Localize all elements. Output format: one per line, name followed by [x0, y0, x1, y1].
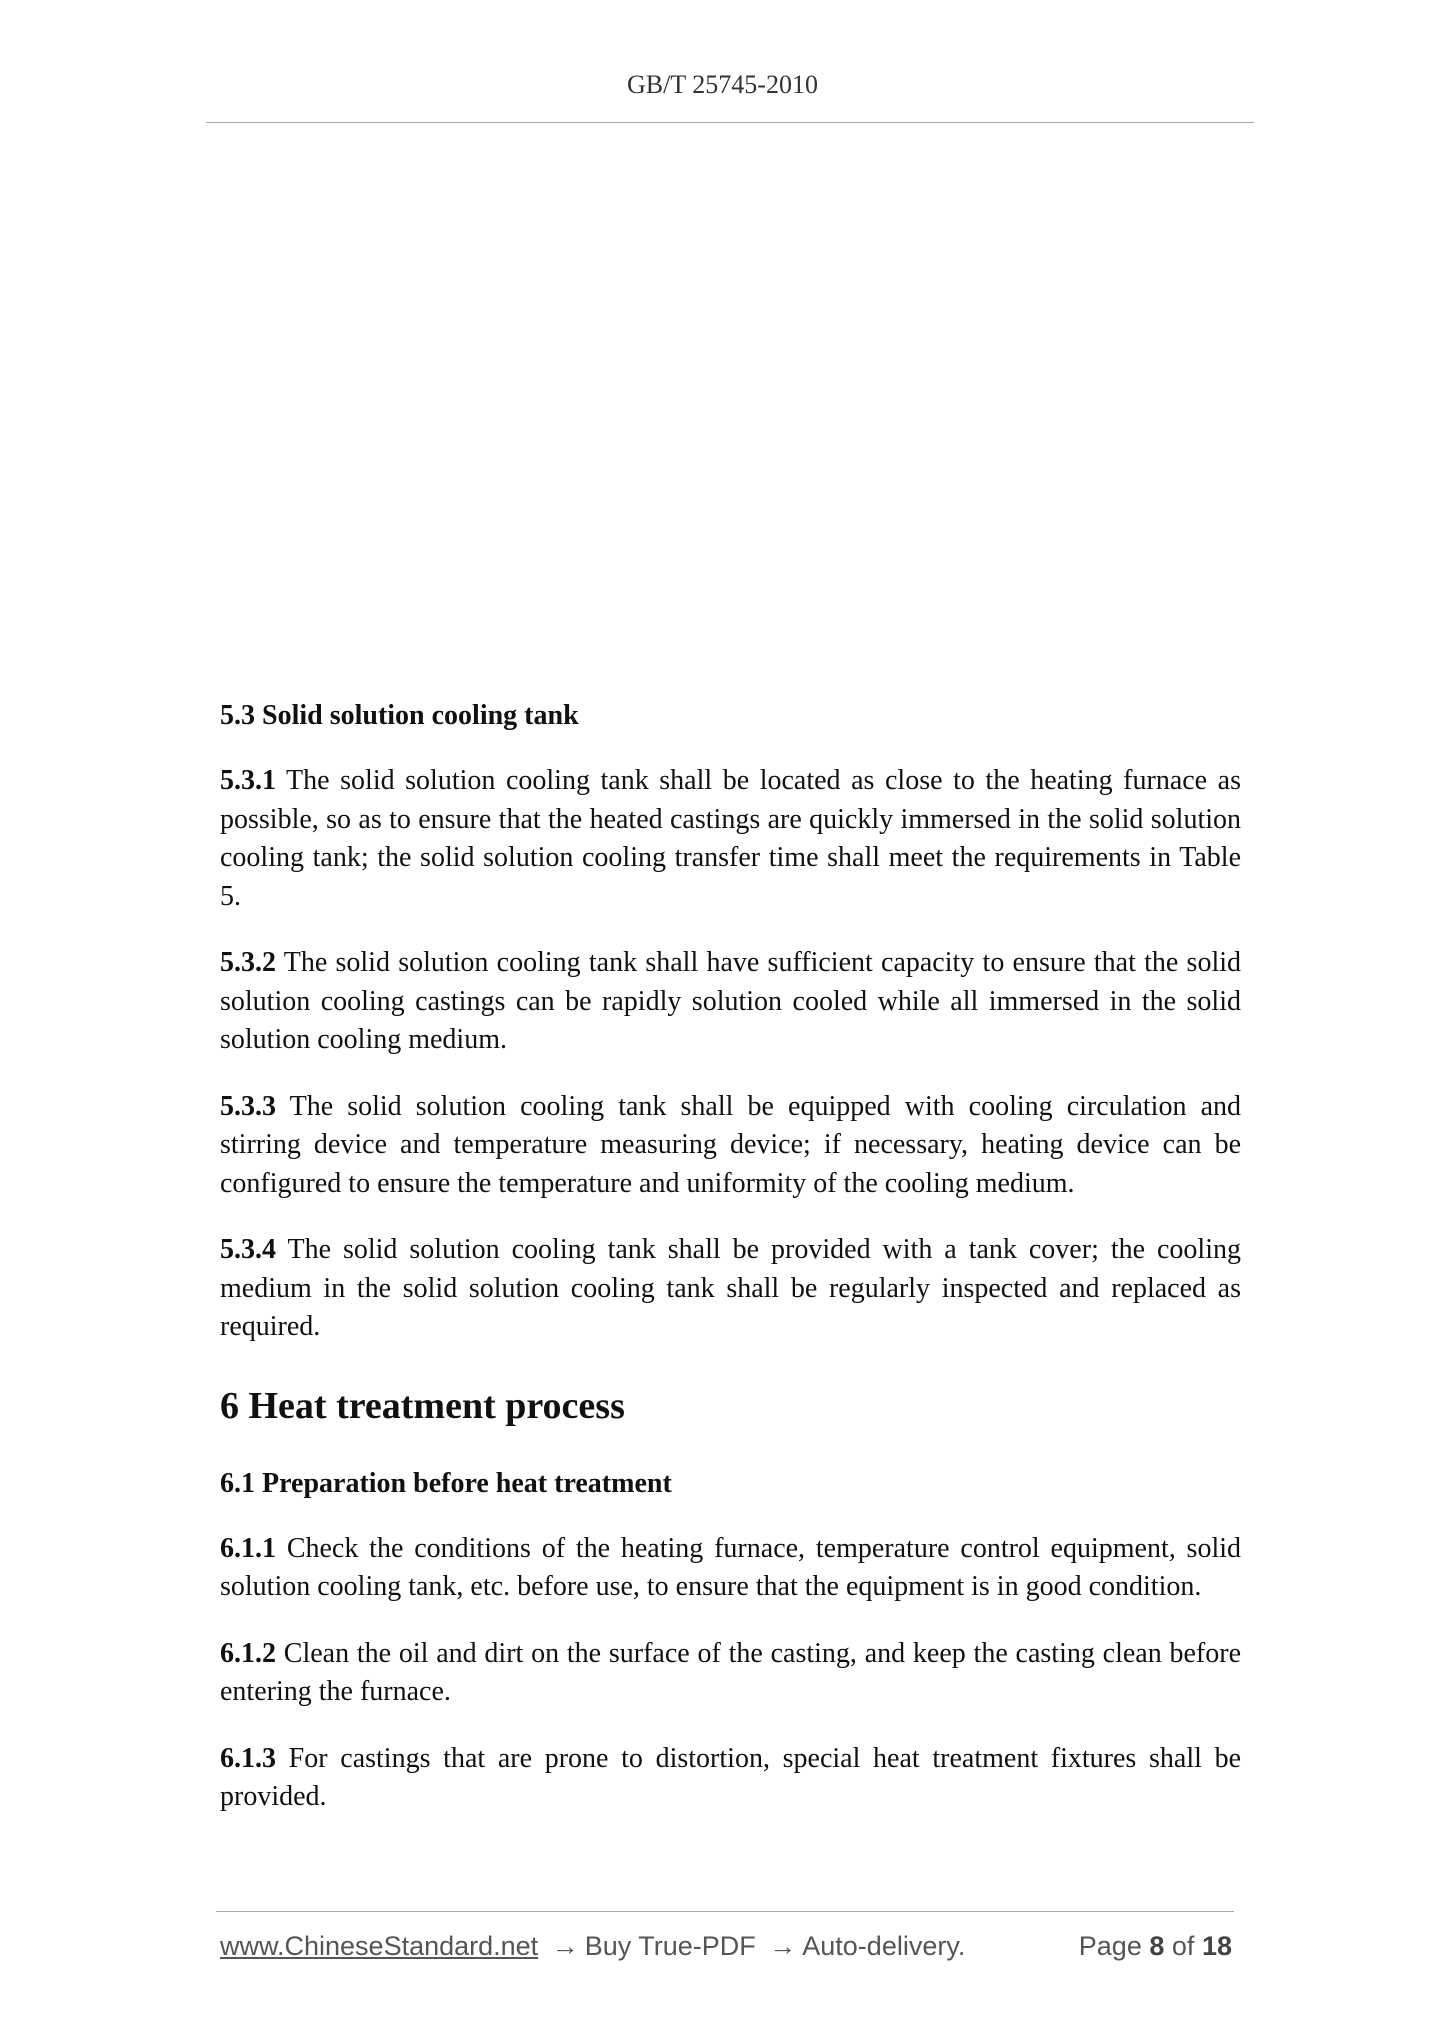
clause-number: 6.1.3	[220, 1742, 276, 1774]
document-body	[220, 697, 1241, 1845]
arrow-right-icon: →	[551, 1931, 579, 1961]
clause-number: 6.1.2	[220, 1637, 276, 1669]
clause-6-1-3	[220, 1740, 1241, 1817]
footer-divider	[216, 1911, 1234, 1912]
clause-number: 5.3.2	[220, 947, 276, 978]
clause-text: The solid solution cooling tank shall have sufficient capacity to ensure that the solid solution cooling castings can be rapidly solution cooled while all immersed in the solid solution cooling medium.	[220, 947, 1241, 1055]
page-label: Page	[1078, 1931, 1142, 1961]
clause-number: 6.1.1	[220, 1532, 276, 1564]
page-number	[1079, 1931, 1232, 1962]
clause-text: For castings that are prone to distortion, special heat treatment fixtures shall be provided.	[220, 1742, 1241, 1812]
header-divider	[206, 122, 1254, 123]
page-of-label: of	[1171, 1931, 1195, 1961]
clause-number: 5.3.3	[220, 1090, 276, 1122]
clause-5-3-2	[220, 944, 1241, 1060]
website-link[interactable]: www.ChineseStandard.net	[220, 1931, 539, 1961]
clause-text: Check the conditions of the heating furnace, temperature control equipment, solid solution cooling tank, etc. before use, to ensure that the equipment is in good condition.	[220, 1532, 1241, 1602]
page-current: 8	[1149, 1931, 1165, 1961]
clause-text: Clean the oil and dirt on the surface of the casting, and keep the casting clean before entering the furnace.	[220, 1637, 1241, 1707]
clause-number: 5.3.1	[220, 765, 276, 796]
clause-text: The solid solution cooling tank shall be provided with a tank cover; the cooling medium in the solid solution cooling tank shall be regularly inspected and replaced as required.	[220, 1234, 1241, 1342]
clause-number: 5.3.4	[220, 1234, 276, 1265]
clause-6-1-1	[220, 1530, 1241, 1607]
clause-5-3-1	[220, 762, 1241, 916]
section-heading-5-3: 5.3 Solid solution cooling tank	[220, 700, 579, 731]
clause-5-3-4	[220, 1231, 1241, 1347]
page-total: 18	[1201, 1931, 1232, 1961]
document-header: GB/T 25745-2010	[627, 70, 818, 99]
section-heading-6-1: 6.1 Preparation before heat treatment	[220, 1467, 672, 1499]
buy-text: Buy True-PDF	[584, 1931, 756, 1961]
clause-6-1-2	[220, 1635, 1241, 1712]
arrow-right-icon: →	[769, 1931, 797, 1961]
delivery-text: Auto-delivery.	[802, 1931, 966, 1961]
clause-text: The solid solution cooling tank shall be located as close to the heating furnace as possible, so as to ensure that the heated castings are quickly immersed in the solid solution cooling tank; the solid solution cooling transfer time shall meet the requirements in Table 5.	[220, 765, 1241, 912]
footer-promo	[220, 1931, 965, 1962]
clause-5-3-3	[220, 1088, 1241, 1204]
clause-text: The solid solution cooling tank shall be equipped with cooling circulation and stirring device and temperature measuring device; if necessary, heating device can be configured to ensure the temperature and uniformity of the cooling medium.	[220, 1090, 1241, 1199]
chapter-heading-6: 6 Heat treatment process	[220, 1384, 625, 1427]
